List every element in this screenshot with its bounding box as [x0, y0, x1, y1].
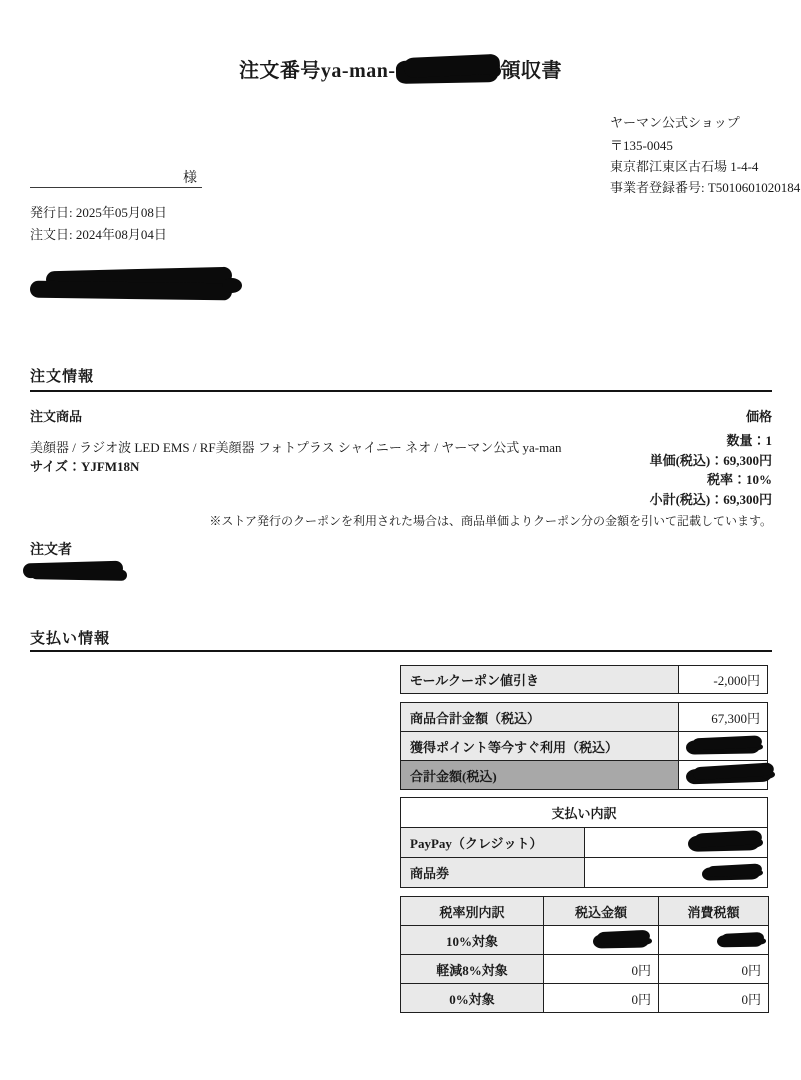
tax-amount: 0円 [659, 984, 769, 1013]
row-label: 獲得ポイント等今すぐ利用（税込） [401, 732, 679, 761]
order-info-heading: 注文情報 [30, 369, 95, 385]
seller-registration-number: 事業者登録番号: T5010601020184 [610, 180, 801, 195]
tax-incl-amount: 0円 [544, 984, 659, 1013]
row-label: 商品券 [401, 858, 585, 888]
tax-category: 軽減8%対象 [401, 955, 544, 984]
table-row [401, 666, 768, 694]
tax-amount: 0円 [659, 955, 769, 984]
table-row [401, 828, 768, 858]
tax-breakdown-table [400, 896, 769, 1013]
unit-price: 単価(税込)：69,300円 [649, 452, 772, 468]
redaction-gift-certificate-amount [702, 866, 760, 881]
redaction-points-used [686, 739, 760, 754]
tax-category: 0%対象 [401, 984, 544, 1013]
table-row [401, 703, 768, 732]
payment-breakdown-table [400, 797, 768, 888]
row-label-highlighted: 合計金額(税込) [401, 761, 679, 790]
price-details-block [650, 431, 772, 509]
redaction-customer-address [30, 266, 242, 304]
row-value: -2,000円 [679, 666, 768, 694]
column-header-price: 価格 [745, 409, 772, 424]
table-header-row [401, 798, 768, 828]
subtotal: 小計(税込)：69,300円 [649, 491, 772, 507]
redaction-stroke [31, 568, 127, 581]
column-header-order-item: 注文商品 [30, 409, 83, 424]
redaction-orderer-name [23, 560, 127, 582]
quantity: 数量：1 [726, 433, 772, 448]
tax-col-header: 税込金額 [544, 897, 659, 926]
issue-date: 発行日: 2025年05月08日 [30, 205, 167, 220]
seller-info-block [610, 112, 800, 198]
seller-postal-code: 〒135-0045 [610, 138, 673, 153]
redaction-order-number [395, 59, 497, 84]
receipt-title [0, 54, 801, 85]
table-header-row [401, 897, 769, 926]
payment-info-heading: 支払い情報 [30, 631, 111, 647]
totals-table [400, 702, 768, 790]
table-row [401, 732, 768, 761]
tax-col-header: 消費税額 [659, 897, 769, 926]
coupon-discount-table [400, 665, 768, 694]
table-row [401, 761, 768, 790]
tax-col-header: 税率別内訳 [401, 897, 544, 926]
order-date: 注文日: 2024年08月04日 [30, 227, 167, 242]
redaction-tax10-incl-amount [593, 934, 649, 949]
redaction-paypay-amount [688, 834, 760, 852]
row-label: 商品合計金額（税込） [401, 703, 679, 732]
row-value [679, 761, 768, 790]
tax-incl-amount: 0円 [544, 955, 659, 984]
row-value [584, 828, 768, 858]
row-label: PayPay（クレジット） [401, 828, 585, 858]
row-value [584, 858, 768, 888]
recipient-name-line [30, 167, 202, 188]
tax-amount [659, 926, 769, 955]
tax-rate: 税率：10% [706, 472, 772, 487]
row-label: モールクーポン値引き [401, 666, 679, 694]
redaction-stroke [222, 278, 242, 293]
product-size: サイズ：YJFM18N [30, 459, 140, 474]
redaction-stroke [30, 281, 232, 301]
redaction-total-amount [686, 767, 772, 785]
section-divider [30, 390, 772, 392]
coupon-note: ※ストア発行のクーポンを利用された場合は、商品単価よりクーポン分の金額を引いて記載しています。 [209, 514, 772, 528]
orderer-heading: 注文者 [30, 543, 72, 558]
date-block [30, 202, 167, 246]
row-value [679, 732, 768, 761]
row-value: 67,300円 [679, 703, 768, 732]
table-row [401, 955, 769, 984]
tax-incl-amount [544, 926, 659, 955]
table-row [401, 984, 769, 1013]
breakdown-header: 支払い内訳 [401, 798, 768, 828]
table-row [401, 926, 769, 955]
seller-name: ヤーマン公式ショップ [610, 115, 740, 130]
seller-address: 東京都江東区古石場 1-4-4 [610, 159, 759, 174]
redaction-tax10-tax-amount [717, 935, 763, 948]
tax-category: 10%対象 [401, 926, 544, 955]
title-receipt-suffix: 領収書 [500, 60, 563, 82]
recipient-honorific: 様 [183, 171, 197, 186]
title-order-number-prefix: 注文番号ya-man- [238, 60, 396, 82]
table-row [401, 858, 768, 888]
product-name: 美顔器 / ラジオ波 LED EMS / RF美顔器 フォトプラス シャイニー ネオ / ヤーマン公式 ya-man [30, 440, 562, 455]
section-divider [30, 650, 772, 652]
